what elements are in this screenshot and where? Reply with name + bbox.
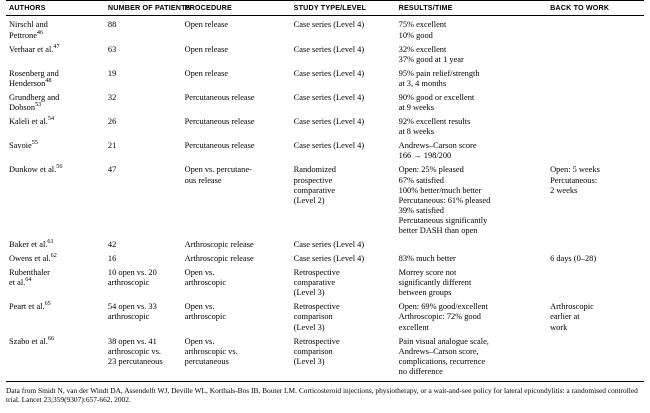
cell-line: no difference xyxy=(398,366,443,376)
cell-line: 10% good xyxy=(398,30,433,40)
table-row xyxy=(6,300,644,334)
cell-line: Dunkow et al.$^{56}$ xyxy=(9,163,63,175)
cell-line: 75% excellent xyxy=(398,20,447,30)
cell-authors xyxy=(6,163,105,238)
table-row xyxy=(6,163,644,238)
cell-procedure xyxy=(182,67,291,91)
cell-line: Pettrone$^{46}$ xyxy=(9,28,44,40)
cell-line: 38 open vs. 41 xyxy=(107,336,157,346)
cell-number-of-patients xyxy=(105,266,182,300)
column-header-number-of-patients: NUMBER OF PATIENTS xyxy=(105,1,182,16)
cell-authors xyxy=(6,139,105,163)
cell-back-to-work xyxy=(547,335,644,381)
cell-line: Dobson$^{53}$ xyxy=(9,101,42,113)
table-row xyxy=(6,266,644,300)
cell-line: 2 weeks xyxy=(550,185,578,195)
cell-line: Rosenberg and xyxy=(9,68,59,78)
column-header-back-to-work: BACK TO WORK xyxy=(547,1,644,16)
cell-study-type-level xyxy=(291,16,396,43)
cell-back-to-work xyxy=(547,252,644,266)
cell-results-time xyxy=(396,139,547,163)
cell-study-type-level xyxy=(291,252,396,266)
cell-line: (Level 3) xyxy=(293,322,325,332)
cell-back-to-work xyxy=(547,300,644,334)
cell-authors xyxy=(6,266,105,300)
cell-line: Rubenthaler xyxy=(9,268,50,278)
table-row xyxy=(6,252,644,266)
cell-line: Case series (Level 4) xyxy=(293,239,365,249)
cell-back-to-work xyxy=(547,91,644,115)
cell-results-time xyxy=(396,67,547,91)
table-row xyxy=(6,67,644,91)
column-header-procedure: PROCEDURE xyxy=(182,1,291,16)
cell-line: better DASH than open xyxy=(398,225,478,235)
cell-line: 54 open vs. 33 xyxy=(107,302,157,312)
cell-number-of-patients xyxy=(105,300,182,334)
reference-superscript: 53 xyxy=(35,101,42,109)
cell-line: ous release xyxy=(184,175,222,185)
cell-procedure xyxy=(182,139,291,163)
cell-line: Peart et al.$^{65}$ xyxy=(9,300,51,312)
cell-line: Percutaneous: 61% pleased xyxy=(398,195,491,205)
cell-procedure xyxy=(182,238,291,252)
cell-line: between groups xyxy=(398,288,452,298)
cell-number-of-patients xyxy=(105,115,182,139)
reference-superscript: 65 xyxy=(44,300,51,308)
cell-line: Percutaneous release xyxy=(184,141,255,151)
table-body xyxy=(6,16,644,381)
cell-line: Case series (Level 4) xyxy=(293,44,365,54)
cell-line: work xyxy=(550,322,568,332)
reference-superscript: 64 xyxy=(25,276,32,284)
cell-study-type-level xyxy=(291,335,396,381)
cell-study-type-level xyxy=(291,115,396,139)
cell-line: Arthroscopic release xyxy=(184,239,254,249)
cell-line: 10 open vs. 20 xyxy=(107,268,157,278)
reference-superscript: 61 xyxy=(47,238,54,246)
cell-line: percutaneous xyxy=(184,356,229,366)
cell-number-of-patients xyxy=(105,16,182,43)
cell-procedure xyxy=(182,91,291,115)
table-header xyxy=(6,1,644,16)
cell-results-time xyxy=(396,91,547,115)
cell-procedure xyxy=(182,300,291,334)
cell-results-time xyxy=(396,163,547,238)
cell-line: Randomized xyxy=(293,165,336,175)
cell-number-of-patients xyxy=(105,67,182,91)
cell-number-of-patients xyxy=(105,335,182,381)
cell-line: at 9 weeks xyxy=(398,103,434,113)
cell-line: (Level 2) xyxy=(293,195,325,205)
cell-line: Open vs. xyxy=(184,302,215,312)
table-row xyxy=(6,115,644,139)
cell-line: 23 percutaneous xyxy=(107,356,163,366)
cell-number-of-patients xyxy=(105,252,182,266)
cell-results-time xyxy=(396,335,547,381)
cell-back-to-work xyxy=(547,43,644,67)
column-header-authors: AUTHORS xyxy=(6,1,105,16)
cell-study-type-level xyxy=(291,266,396,300)
cell-study-type-level xyxy=(291,91,396,115)
cell-line: Verhaar et al.$^{47}$ xyxy=(9,42,60,54)
cell-line: 95% pain relief/strength xyxy=(398,68,480,78)
cell-line: comparative xyxy=(293,278,336,288)
reference-superscript: 48 xyxy=(45,77,52,85)
cell-line: Open vs. percutane- xyxy=(184,165,252,175)
cell-line: 6 days (0–28) xyxy=(550,254,597,264)
cell-procedure xyxy=(182,335,291,381)
cell-line: at 3, 4 months xyxy=(398,78,447,88)
cell-procedure xyxy=(182,43,291,67)
cell-line: Arthroscopic release xyxy=(184,254,254,264)
cell-back-to-work xyxy=(547,266,644,300)
cell-line: Morrey score not xyxy=(398,268,457,278)
cell-line: arthroscopic vs. xyxy=(184,346,238,356)
reference-superscript: 56 xyxy=(56,163,63,171)
cell-line: Pain visual analogue scale, xyxy=(398,336,489,346)
cell-line: (Level 3) xyxy=(293,288,325,298)
cell-line: 21 xyxy=(107,141,117,151)
cell-line: arthroscopic xyxy=(184,278,227,288)
cell-results-time xyxy=(396,238,547,252)
cell-line: (Level 3) xyxy=(293,356,325,366)
cell-line: 19 xyxy=(107,68,117,78)
cell-line: arthroscopic xyxy=(107,312,150,322)
cell-back-to-work xyxy=(547,238,644,252)
cell-line: Percutaneous release xyxy=(184,92,255,102)
cell-line: Open release xyxy=(184,44,229,54)
cell-line: Open release xyxy=(184,68,229,78)
cell-procedure xyxy=(182,115,291,139)
cell-line: Owens et al.$^{62}$ xyxy=(9,252,57,264)
cell-line: 100% better/much better xyxy=(398,185,482,195)
study-comparison-table xyxy=(6,0,644,381)
table-row xyxy=(6,139,644,163)
cell-line: Open: 25% pleased xyxy=(398,165,464,175)
cell-results-time xyxy=(396,252,547,266)
cell-line: Open vs. xyxy=(184,268,215,278)
cell-line: at 8 weeks xyxy=(398,127,434,137)
cell-study-type-level xyxy=(291,238,396,252)
cell-line: 166 → 198/200 xyxy=(398,151,452,161)
cell-line: 42 xyxy=(107,239,117,249)
cell-line: Open vs. xyxy=(184,336,215,346)
cell-line: Case series (Level 4) xyxy=(293,254,365,264)
cell-line: 83% much better xyxy=(398,254,456,264)
cell-study-type-level xyxy=(291,67,396,91)
reference-superscript: 46 xyxy=(36,28,44,36)
cell-line: Open release xyxy=(184,20,229,30)
cell-authors xyxy=(6,300,105,334)
cell-line: Kaleli et al.$^{54}$ xyxy=(9,115,55,127)
cell-back-to-work xyxy=(547,163,644,238)
cell-authors xyxy=(6,238,105,252)
cell-back-to-work xyxy=(547,67,644,91)
table-header-row xyxy=(6,1,644,16)
cell-line: comparative xyxy=(293,185,336,195)
cell-line: Open: 5 weeks xyxy=(550,165,600,175)
table-row xyxy=(6,91,644,115)
cell-line: Henderson$^{48}$ xyxy=(9,77,52,88)
cell-number-of-patients xyxy=(105,238,182,252)
cell-line: 63 xyxy=(107,44,117,54)
cell-line: 37% good at 1 year xyxy=(398,54,464,64)
cell-authors xyxy=(6,91,105,115)
cell-line: significantly different xyxy=(398,278,472,288)
cell-line: 26 xyxy=(107,117,117,127)
cell-authors xyxy=(6,67,105,91)
cell-procedure xyxy=(182,252,291,266)
cell-line: comparison xyxy=(293,346,333,356)
cell-line: Percutaneous significantly xyxy=(398,215,488,225)
cell-results-time xyxy=(396,43,547,67)
cell-results-time xyxy=(396,300,547,334)
cell-line: Retrospective xyxy=(293,302,340,312)
cell-line: Arthroscopic xyxy=(550,302,594,312)
reference-superscript: 55 xyxy=(31,139,38,147)
reference-superscript: 54 xyxy=(47,115,55,123)
cell-line: excellent xyxy=(398,322,429,332)
cell-authors xyxy=(6,252,105,266)
cell-back-to-work xyxy=(547,16,644,43)
cell-line: Retrospective xyxy=(293,268,340,278)
cell-line: Percutaneous: xyxy=(550,175,598,185)
cell-line: 47 xyxy=(107,165,117,175)
cell-line: 16 xyxy=(107,254,117,264)
cell-procedure xyxy=(182,16,291,43)
cell-line: Retrospective xyxy=(293,336,340,346)
cell-line: 92% excellent results xyxy=(398,117,471,127)
cell-study-type-level xyxy=(291,43,396,67)
cell-study-type-level xyxy=(291,139,396,163)
cell-line: prospective xyxy=(293,175,333,185)
cell-line: Case series (Level 4) xyxy=(293,20,365,30)
cell-line: Open: 69% good/excellent xyxy=(398,302,488,312)
cell-line: Case series (Level 4) xyxy=(293,117,365,127)
cell-line: 32 xyxy=(107,92,117,102)
reference-superscript: 62 xyxy=(50,252,57,260)
cell-line: Arthroscopic: 72% good xyxy=(398,312,481,322)
cell-line: Baker et al.$^{61}$ xyxy=(9,238,54,249)
table-footnote: Data from Smidt N, van der Windt DA, Assendelft WJ, Deville WL, Korthals-Bos IB, Bouter LM. Corticosteroid injections, physiotherapy, or a wait-and-see policy for lateral epicondylitis: a randomised controlled trial. Lancet 23;359(9307):657-662, 2002. xyxy=(6,385,638,405)
cell-line: Savoie$^{55}$ xyxy=(9,139,38,151)
cell-line: Szabo et al.$^{66}$ xyxy=(9,334,55,346)
cell-authors xyxy=(6,16,105,43)
cell-authors xyxy=(6,335,105,381)
column-header-study-type-level: STUDY TYPE/LEVEL xyxy=(291,1,396,16)
cell-authors xyxy=(6,115,105,139)
cell-back-to-work xyxy=(547,139,644,163)
cell-procedure xyxy=(182,163,291,238)
cell-line: 67% satisfied xyxy=(398,175,444,185)
cell-number-of-patients xyxy=(105,139,182,163)
cell-results-time xyxy=(396,266,547,300)
cell-results-time xyxy=(396,16,547,43)
cell-line: 39% satisfied xyxy=(398,205,444,215)
cell-back-to-work xyxy=(547,115,644,139)
cell-line: et al.$^{64}$ xyxy=(9,276,32,288)
cell-line: comparison xyxy=(293,312,333,322)
cell-line: Case series (Level 4) xyxy=(293,141,365,151)
reference-superscript: 47 xyxy=(53,42,60,50)
cell-line: earlier at xyxy=(550,312,580,322)
table-row xyxy=(6,16,644,43)
cell-line: 32% excellent xyxy=(398,44,447,54)
cell-line: Case series (Level 4) xyxy=(293,92,365,102)
cell-line: arthroscopic vs. xyxy=(107,346,161,356)
cell-line: Nirschl and xyxy=(9,20,48,30)
cell-line: arthroscopic xyxy=(107,278,150,288)
table-row xyxy=(6,238,644,252)
cell-line: 88 xyxy=(107,20,117,30)
cell-study-type-level xyxy=(291,163,396,238)
cell-line: Case series (Level 4) xyxy=(293,68,365,78)
reference-superscript: 66 xyxy=(47,334,55,342)
cell-results-time xyxy=(396,115,547,139)
table-row xyxy=(6,335,644,381)
cell-line: 90% good or excellent xyxy=(398,92,475,102)
cell-line: Percutaneous release xyxy=(184,117,255,127)
cell-line: Andrews–Carson score xyxy=(398,141,477,151)
cell-procedure xyxy=(182,266,291,300)
cell-number-of-patients xyxy=(105,43,182,67)
cell-line: Grundberg and xyxy=(9,92,60,102)
cell-number-of-patients xyxy=(105,163,182,238)
cell-number-of-patients xyxy=(105,91,182,115)
cell-line: Andrews–Carson score, xyxy=(398,346,479,356)
cell-authors xyxy=(6,43,105,67)
table-bottom-rule xyxy=(6,381,644,382)
table-row xyxy=(6,43,644,67)
cell-line: complications, recurrence xyxy=(398,356,486,366)
cell-study-type-level xyxy=(291,300,396,334)
column-header-results-time: RESULTS/TIME xyxy=(396,1,547,16)
cell-line: arthroscopic xyxy=(184,312,227,322)
